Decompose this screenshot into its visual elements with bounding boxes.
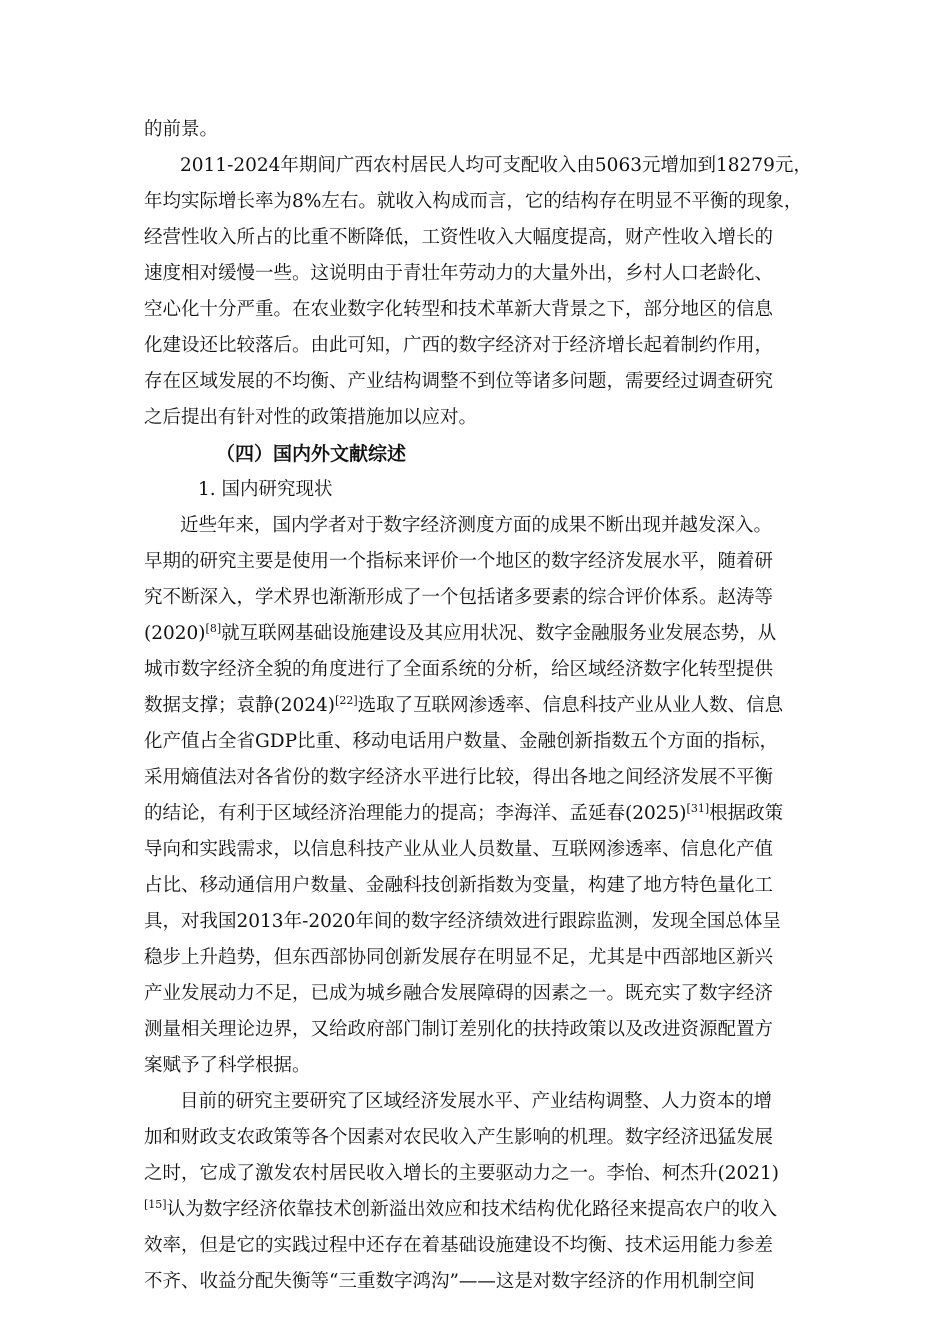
- text-line: 之后提出有针对性的政策措施加以应对。: [144, 407, 478, 428]
- section-heading: （四）国内外文献综述: [216, 443, 407, 465]
- text-line: 导向和实践需求，以信息科技产业从业人员数量、互联网渗透率、信息化产值: [144, 839, 774, 860]
- text-line: 的前景。: [144, 119, 219, 140]
- subsection-heading: 1. 国内研究现状: [198, 479, 333, 500]
- text-line-citation: (2020)[8]就互联网基础设施建设及其应用状况、数字金融服务业发展态势，从: [144, 621, 777, 644]
- text-line: 具，对我国2013年-2020年间的数字经济绩效进行跟踪监测，发现全国总体呈: [144, 911, 781, 932]
- text-line: 速度相对缓慢一些。这说明由于青壮年劳动力的大量外出，乡村人口老龄化、: [144, 263, 774, 284]
- text-line-citation: 数据支撑；袁静(2024)[22]选取了互联网渗透率、信息科技产业从业人数、信息: [144, 693, 784, 716]
- text-line: 经营性收入所占的比重不断降低，工资性收入大幅度提高，财产性收入增长的: [144, 227, 774, 248]
- text-line: 2011-2024年期间广西农村居民人均可支配收入由5063元增加到18279元，: [180, 155, 812, 176]
- text-line: 产业发展动力不足，已成为城乡融合发展障碍的因素之一。既充实了数字经济: [144, 983, 774, 1004]
- citation-marker: [22]: [335, 693, 358, 707]
- text-line: 化建设还比较落后。由此可知，广西的数字经济对于经济增长起着制约作用，: [144, 335, 774, 356]
- text-line: 稳步上升趋势，但东西部协同创新发展存在明显不足，尤其是中西部地区新兴: [144, 947, 774, 968]
- text-line: 究不断深入，学术界也渐渐形成了一个包括诸多要素的综合评价体系。赵涛等: [144, 587, 774, 608]
- text-line: 近些年来，国内学者对于数字经济测度方面的成果不断出现并越发深入。: [180, 515, 773, 536]
- citation-marker: [31]: [686, 801, 710, 815]
- text-line: 化产值占全省GDP比重、移动电话用户数量、金融创新指数五个方面的指标，: [144, 731, 779, 752]
- text-line: 占比、移动通信用户数量、金融科技创新指数为变量，构建了地方特色量化工: [144, 875, 774, 896]
- citation-marker: [8]: [205, 621, 222, 635]
- text-line: 不齐、收益分配失衡等“三重数字鸿沟”——这是对数字经济的作用机制空间: [144, 1271, 755, 1292]
- citation-marker: [15]: [144, 1197, 167, 1211]
- text-line: 效率，但是它的实践过程中还存在着基础设施建设不均衡、技术运用能力参差: [144, 1235, 774, 1256]
- text-line-citation: [15]认为数字经济依靠技术创新溢出效应和技术结构优化路径来提高农户的收入: [144, 1197, 778, 1220]
- text-line: 测量相关理论边界，又给政府部门制订差别化的扶持政策以及改进资源配置方: [144, 1019, 774, 1040]
- text-line-citation: 的结论，有利于区域经济治理能力的提高；李海洋、孟延春(2025)[31]根据政策: [144, 801, 784, 824]
- text-line: 年均实际增长率为8%左右。就收入构成而言，它的结构存在明显不平衡的现象，: [144, 191, 803, 212]
- text-line: 存在区域发展的不均衡、产业结构调整不到位等诸多问题，需要经过调查研究: [144, 371, 774, 392]
- text-line: 案赋予了科学根据。: [144, 1055, 311, 1076]
- text-line: 空心化十分严重。在农业数字化转型和技术革新大背景之下，部分地区的信息: [144, 299, 774, 320]
- text-line: 城市数字经济全貌的角度进行了全面系统的分析，给区域经济数字化转型提供: [144, 659, 774, 680]
- text-line: 之时，它成了激发农村居民收入增长的主要驱动力之一。李怡、柯杰升(2021): [144, 1163, 780, 1184]
- text-line: 采用熵值法对各省份的数字经济水平进行比较，得出各地之间经济发展不平衡: [144, 767, 774, 788]
- text-line: 加和财政支农政策等各个因素对农民收入产生影响的机理。数字经济迅猛发展: [144, 1127, 774, 1148]
- text-line: 目前的研究主要研究了区域经济发展水平、产业结构调整、人力资本的增: [180, 1091, 773, 1112]
- text-line: 早期的研究主要是使用一个指标来评价一个地区的数字经济发展水平，随着研: [144, 551, 774, 572]
